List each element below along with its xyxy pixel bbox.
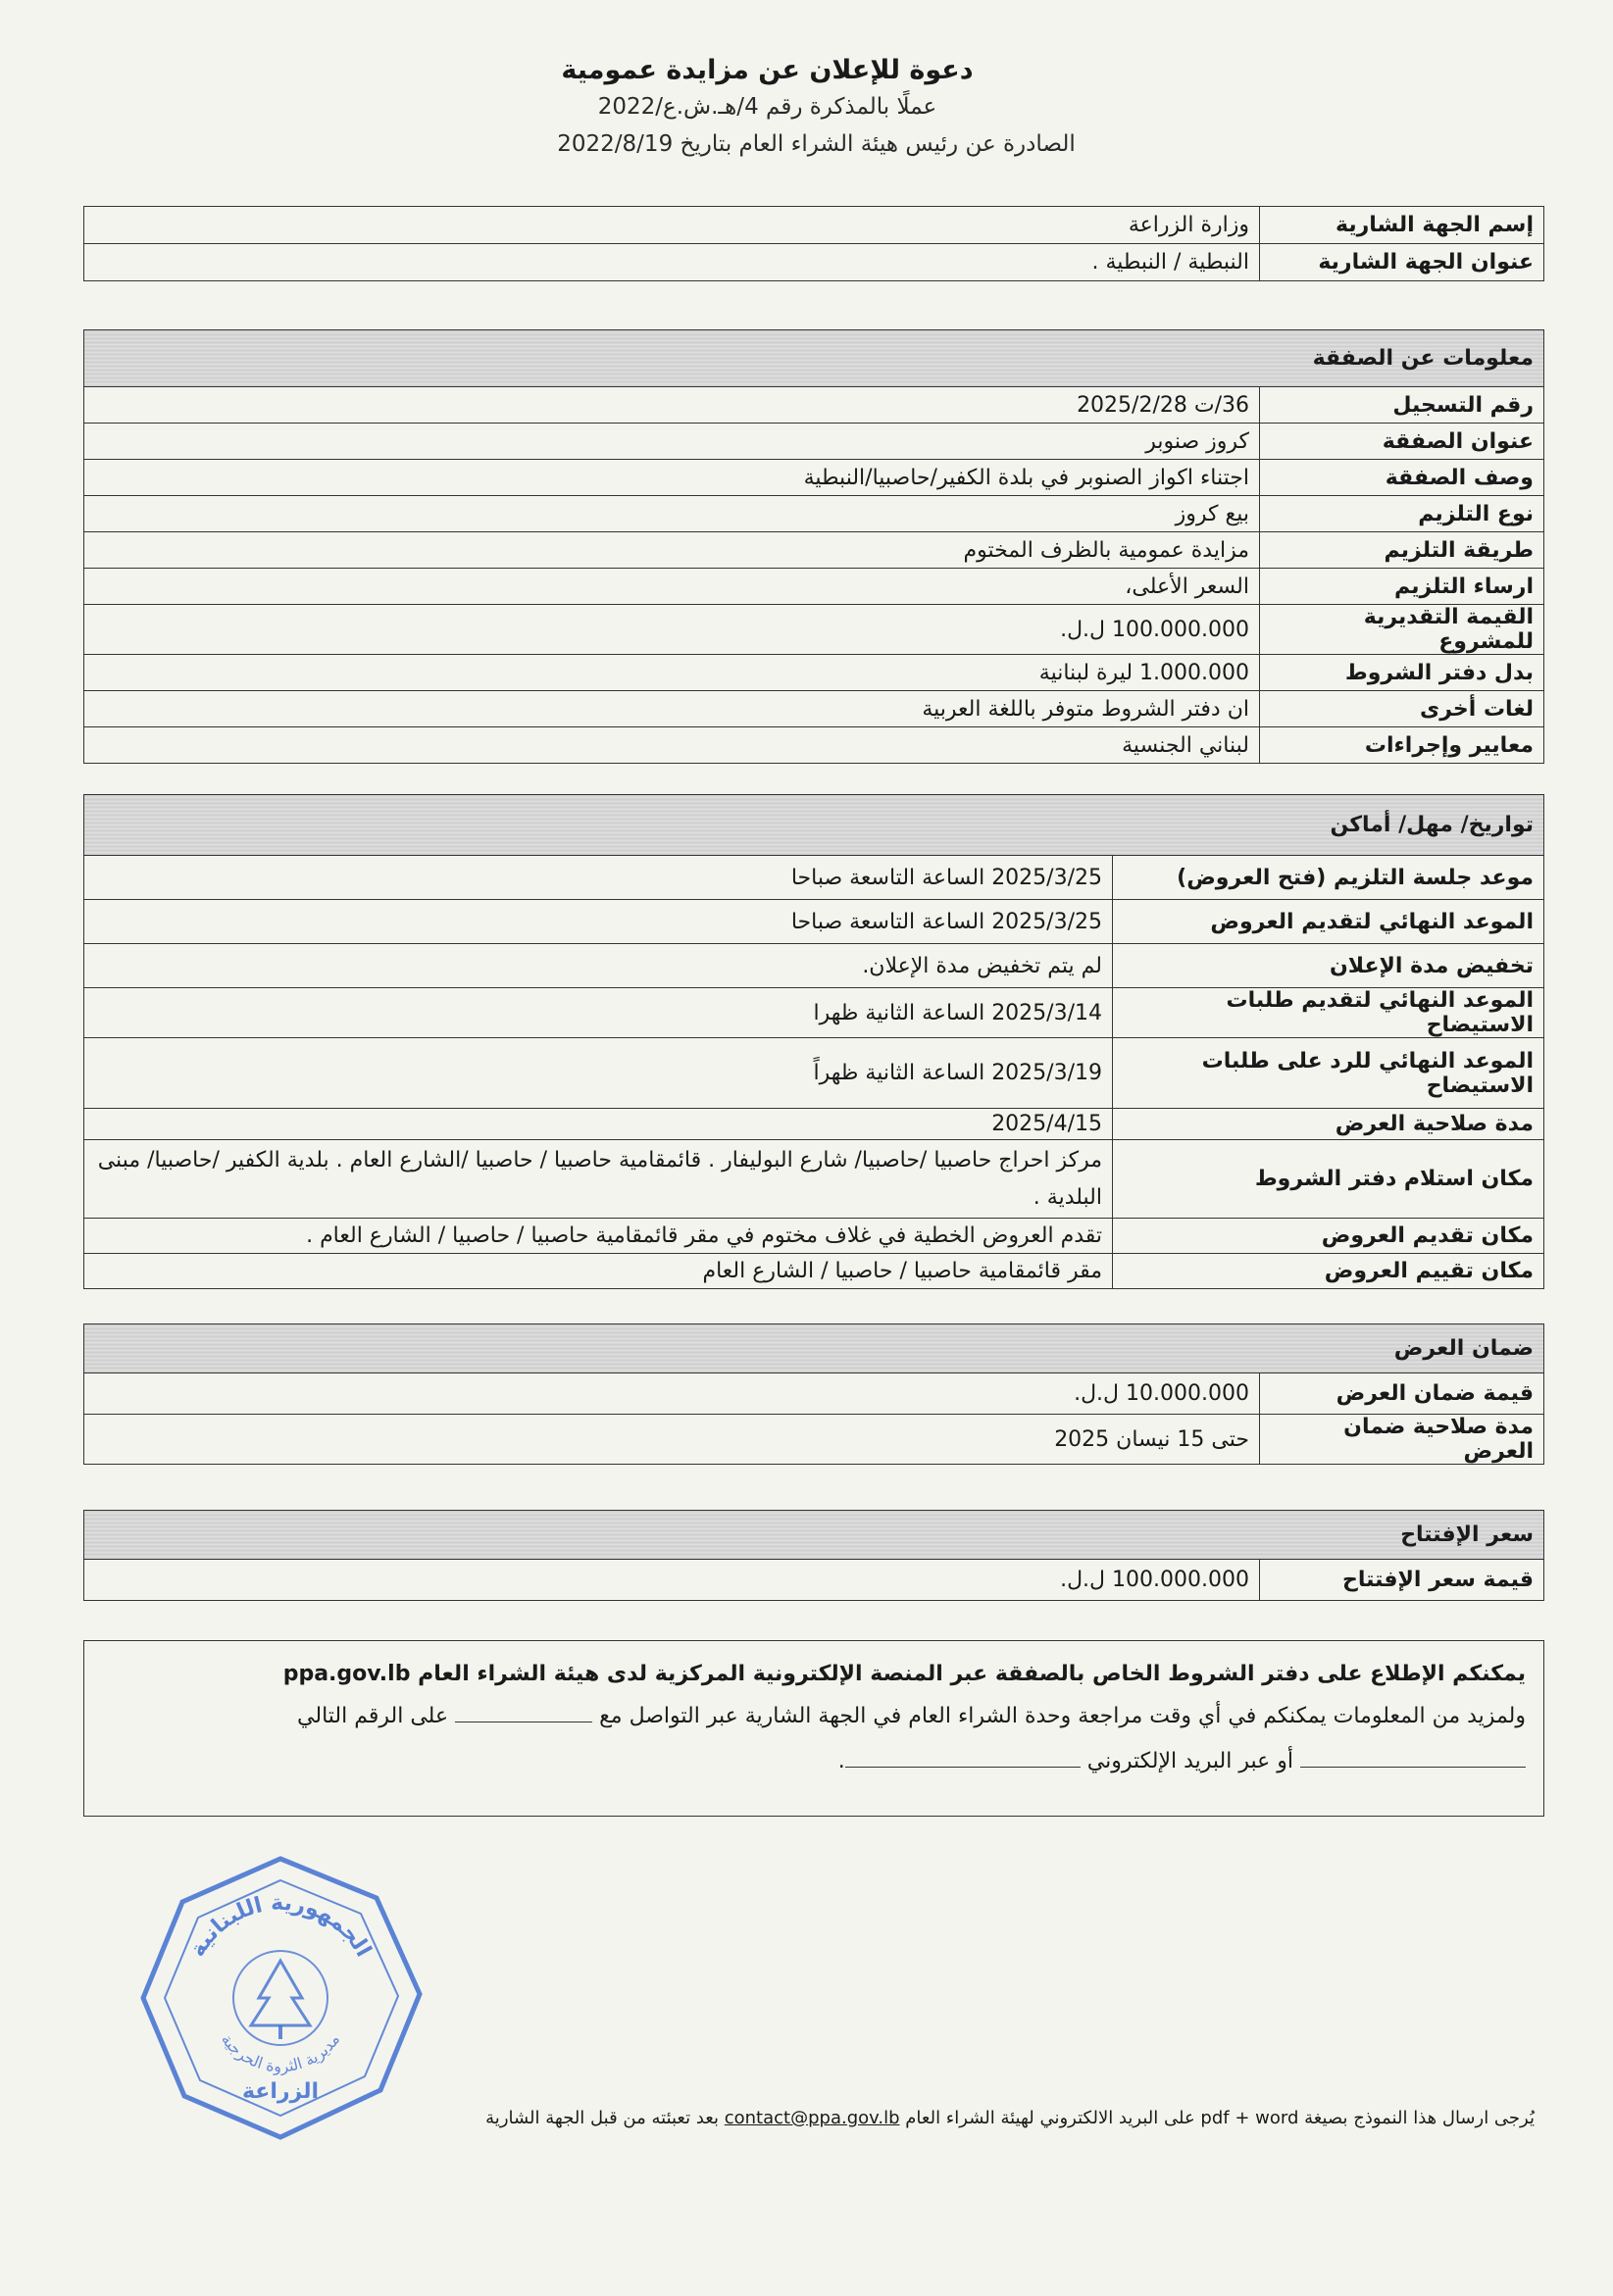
memo-reference: عملًا بالمذكرة رقم 4/هـ.ش.ع/2022 xyxy=(597,94,937,120)
stamp-mid-text: مديرية الثروة الحرجية xyxy=(217,2030,344,2076)
deal-row-label: طريقة التلزيم xyxy=(1260,532,1544,569)
notice-platform-line: يمكنكم الإطلاع على دفتر الشروط الخاص بالصفقة عبر المنصة الإلكترونية المركزية لدى هيئة الشراء العام ppa.gov.lb xyxy=(282,1662,1526,1686)
deal-row-value: 1.000.000 ليرة لبنانية xyxy=(84,655,1260,691)
document-title: دعوة للإعلان عن مزايدة عمومية xyxy=(561,55,974,85)
stamp-top-text: الجمهورية اللبنانية xyxy=(185,1890,377,1962)
opening-price-table xyxy=(83,1510,1544,1601)
deal-row-label: رقم التسجيل xyxy=(1260,387,1544,424)
deal-row-label: عنوان الصفقة xyxy=(1260,424,1544,460)
dates-row-value: مقر قائمقامية حاصبيا / حاصبيا / الشارع العام xyxy=(84,1254,1113,1289)
deal-section-title: معلومات عن الصفقة xyxy=(84,330,1544,387)
opening-price-value: 100.000.000 ل.ل. xyxy=(84,1560,1260,1601)
dates-row-label: الموعد النهائي لتقديم طلبات الاستيضاح xyxy=(1113,988,1544,1038)
dates-row-value: تقدم العروض الخطية في غلاف مختوم في مقر قائمقامية حاصبيا / حاصبيا / الشارع العام . xyxy=(84,1219,1113,1254)
entity-table xyxy=(83,206,1544,281)
notice-box xyxy=(83,1640,1544,1817)
dates-row-label: مكان تقديم العروض xyxy=(1113,1219,1544,1254)
dates-row-value: 2025/3/25 الساعة التاسعة صباحا xyxy=(84,900,1113,944)
guarantee-value: 10.000.000 ل.ل. xyxy=(84,1373,1260,1415)
opening-section-title: سعر الإفتتاح xyxy=(84,1511,1544,1560)
deal-row-value: 36/ت 2025/2/28 xyxy=(84,387,1260,424)
dates-row-label: مكان استلام دفتر الشروط xyxy=(1113,1140,1544,1219)
deal-row-value: السعر الأعلى، xyxy=(84,569,1260,605)
email-blank xyxy=(845,1767,1081,1768)
notice-contact-text: ولمزيد من المعلومات يمكنكم في أي وقت مراجعة وحدة الشراء العام في الجهة الشارية عبر التواصل مع xyxy=(599,1704,1526,1728)
deal-row-label: وصف الصفقة xyxy=(1260,460,1544,496)
guarantee-value-label: قيمة ضمان العرض xyxy=(1260,1373,1544,1415)
entity-address-label: عنوان الجهة الشارية xyxy=(1260,244,1544,281)
notice-contact-line xyxy=(102,1694,1526,1739)
deal-row-label: معايير وإجراءات xyxy=(1260,727,1544,764)
guarantee-validity-label: مدة صلاحية ضمان العرض xyxy=(1260,1415,1544,1465)
dates-row-value: 2025/3/25 الساعة التاسعة صباحا xyxy=(84,856,1113,900)
entity-name-value: وزارة الزراعة xyxy=(84,207,1260,244)
deal-row-value: لبناني الجنسية xyxy=(84,727,1260,764)
issue-date-line: الصادرة عن رئيس هيئة الشراء العام بتاريخ 2022/8/19 xyxy=(557,131,1076,157)
dates-row-value: مركز احراج حاصبيا /حاصبيا/ شارع البوليفار . قائمقامية حاصبيا / حاصبيا /الشارع العام . بلدية الكفير /حاصبيا/ مبنى البلدية . xyxy=(84,1140,1113,1219)
dates-row-value: 2025/3/14 الساعة الثانية ظهرا xyxy=(84,988,1113,1038)
opening-price-label: قيمة سعر الإفتتاح xyxy=(1260,1560,1544,1601)
footer-text-b: بعد تعبئته من قبل الجهة الشارية xyxy=(485,2108,719,2128)
deal-row-label: بدل دفتر الشروط xyxy=(1260,655,1544,691)
dates-row-label: الموعد النهائي للرد على طلبات الاستيضاح xyxy=(1113,1038,1544,1109)
notice-email-text: أو عبر البريد الإلكتروني xyxy=(1086,1749,1293,1773)
deal-row-value: مزايدة عمومية بالظرف المختوم xyxy=(84,532,1260,569)
entity-address-value: النبطية / النبطية . xyxy=(84,244,1260,281)
footer-text-a: يُرجى ارسال هذا النموذج بصيغة pdf + word على البريد الالكتروني لهيئة الشراء العام xyxy=(905,2108,1535,2128)
guarantee-table xyxy=(83,1323,1544,1465)
document-header xyxy=(0,51,1613,165)
dates-table xyxy=(83,794,1544,1289)
notice-email-line xyxy=(102,1739,1526,1784)
deal-row-label: القيمة التقديرية للمشروع xyxy=(1260,605,1544,655)
dates-row-label: مكان تقييم العروض xyxy=(1113,1254,1544,1289)
guarantee-section-title: ضمان العرض xyxy=(84,1324,1544,1373)
dates-section-title: تواريخ/ مهل/ أماكن xyxy=(84,795,1544,856)
deal-info-table xyxy=(83,329,1544,764)
entity-name-label: إسم الجهة الشارية xyxy=(1260,207,1544,244)
deal-row-value: اجتناء اكواز الصنوبر في بلدة الكفير/حاصبيا/النبطية xyxy=(84,460,1260,496)
dates-row-label: تخفيض مدة الإعلان xyxy=(1113,944,1544,988)
phone-number-blank xyxy=(1300,1767,1526,1768)
deal-row-label: لغات أخرى xyxy=(1260,691,1544,727)
dates-row-value: 2025/4/15 xyxy=(84,1109,1113,1140)
deal-row-value: ان دفتر الشروط متوفر باللغة العربية xyxy=(84,691,1260,727)
dates-row-value: لم يتم تخفيض مدة الإعلان. xyxy=(84,944,1113,988)
deal-row-value: 100.000.000 ل.ل. xyxy=(84,605,1260,655)
dates-row-value: 2025/3/19 الساعة الثانية ظهراً xyxy=(84,1038,1113,1109)
deal-row-value: كروز صنوبر xyxy=(84,424,1260,460)
dates-row-label: مدة صلاحية العرض xyxy=(1113,1109,1544,1140)
stamp-bottom-text: الزراعة xyxy=(241,2079,320,2104)
deal-row-label: ارساء التلزيم xyxy=(1260,569,1544,605)
deal-row-value: بيع كروز xyxy=(84,496,1260,532)
notice-phone-text: على الرقم التالي xyxy=(297,1704,449,1728)
guarantee-validity-value: حتى 15 نيسان 2025 xyxy=(84,1415,1260,1465)
ministry-stamp xyxy=(133,1851,428,2145)
notice-end-dot: . xyxy=(837,1749,845,1773)
dates-row-label: موعد جلسة التلزيم (فتح العروض) xyxy=(1113,856,1544,900)
dates-row-label: الموعد النهائي لتقديم العروض xyxy=(1113,900,1544,944)
footer-email-link[interactable]: contact@ppa.gov.lb xyxy=(724,2108,900,2128)
deal-row-label: نوع التلزيم xyxy=(1260,496,1544,532)
